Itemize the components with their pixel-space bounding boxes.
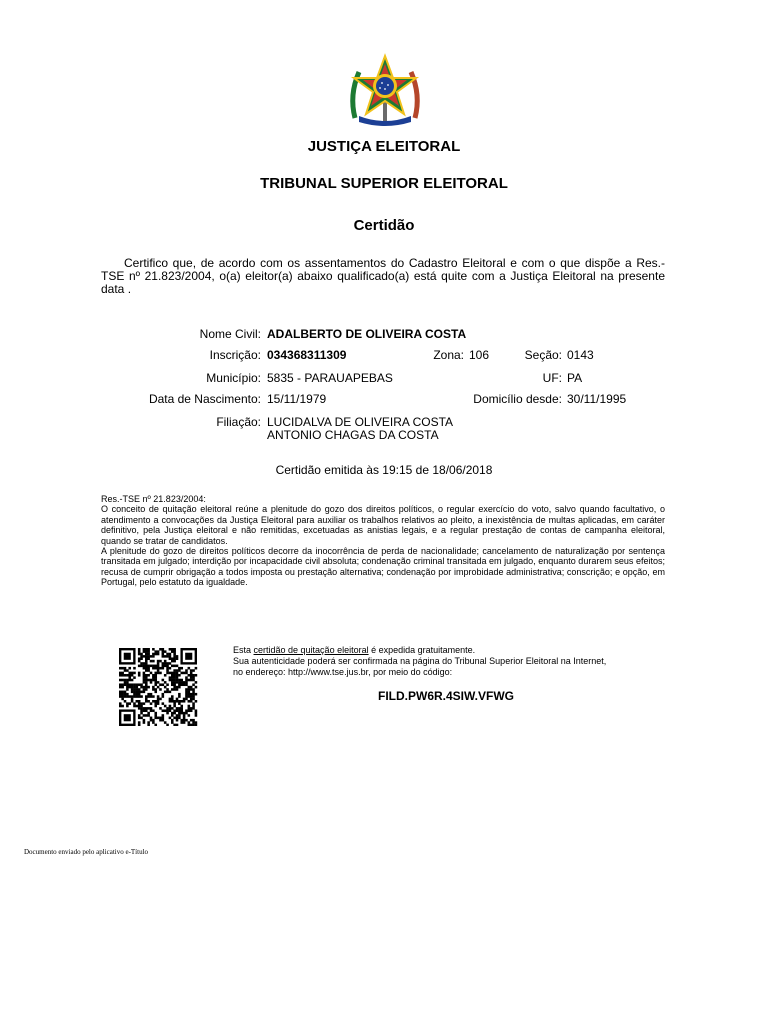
uf-value: PA (567, 371, 583, 385)
brazil-coat-of-arms-icon (345, 50, 425, 130)
intro-paragraph: Certifico que, de acordo com os assentamentos do Cadastro Eleitoral e com o que dispõe a Res.-TSE nº 21.823/2004, o(a) eleitor(a) abaixo qualificado(a) está quite com a Justiça Eleitoral na presente data . (101, 256, 665, 296)
nascimento-label: Data de Nascimento: (148, 392, 261, 406)
auth-line1-pre: Esta (233, 645, 254, 655)
voter-name: ADALBERTO DE OLIVEIRA COSTA (267, 327, 467, 341)
secao-label: Seção: (524, 348, 562, 362)
footer-note: Documento enviado pelo aplicativo e-Título (24, 848, 149, 856)
legal-text (101, 494, 665, 588)
court-name: JUSTIÇA ELEITORAL (307, 138, 461, 155)
name-label: Nome Civil: (199, 327, 261, 341)
legal-heading: Res.-TSE nº 21.823/2004: (101, 494, 206, 504)
legal-paragraph-1: O conceito de quitação eleitoral reúne a plenitude do gozo dos direitos políticos, o regular exercício do voto, salvo quando facultativo, o atendimento a convocações da Justiça Eleitoral para auxiliar os trabalhos relativos ao pleito, a inexistência de multas aplicadas, em caráter definitivo, pela Justiça eleitoral e não remitidas, excetuadas as anistias legais, e a regular prestação de contas de campanha eleitoral, quando se tratar de candidatos. (101, 504, 665, 546)
inscricao-label: Inscrição: (209, 348, 261, 362)
authentication-code: FILD.PW6R.4SIW.VFWG (378, 689, 515, 703)
auth-line2: Sua autenticidade poderá ser confirmada na página do Tribunal Superior Eleitoral na Internet, (233, 656, 607, 666)
zona-value: 106 (469, 348, 490, 362)
nascimento-value: 15/11/1979 (267, 392, 327, 406)
filiacao-label: Filiação: (216, 415, 261, 429)
document-title: Certidão (353, 217, 415, 234)
filiacao-parent-1: LUCIDALVA DE OLIVEIRA COSTA (267, 415, 454, 429)
auth-line3: no endereço: http://www.tse.jus.br, por meio do código: (233, 667, 453, 677)
legal-paragraph-2: A plenitude do gozo de direitos políticos decorre da inocorrência de perda de nacionalidade; cancelamento de naturalização por sentença transitada em julgado; interdição por incapacidade civil absoluta; condenação criminal transitada em julgado, enquanto durarem seus efeitos; recusa de cumprir obrigação a todos imposta ou prestação alternativa; condenação por improbidade administrativa; conscrição; e opção, em Portugal, pelo estatuto da igualdade. (101, 546, 665, 588)
filiacao-parent-2: ANTONIO CHAGAS DA COSTA (267, 428, 439, 442)
zona-label: Zona: (433, 348, 464, 362)
auth-line1-post: é expedida gratuitamente. (368, 645, 476, 655)
certidao-link[interactable]: certidão de quitação eleitoral (253, 645, 369, 655)
inscricao-value: 034368311309 (267, 348, 347, 362)
municipio-value: 5835 - PARAUAPEBAS (267, 371, 393, 385)
uf-label: UF: (542, 371, 562, 385)
domicilio-value: 30/11/1995 (567, 392, 627, 406)
authentication-info (233, 645, 673, 678)
qr-code-icon (117, 648, 199, 726)
municipio-label: Município: (206, 371, 261, 385)
issued-timestamp: Certidão emitida às 19:15 de 18/06/2018 (275, 463, 493, 477)
tribunal-name: TRIBUNAL SUPERIOR ELEITORAL (260, 175, 508, 192)
domicilio-label: Domicílio desde: (473, 392, 562, 406)
secao-value: 0143 (567, 348, 594, 362)
